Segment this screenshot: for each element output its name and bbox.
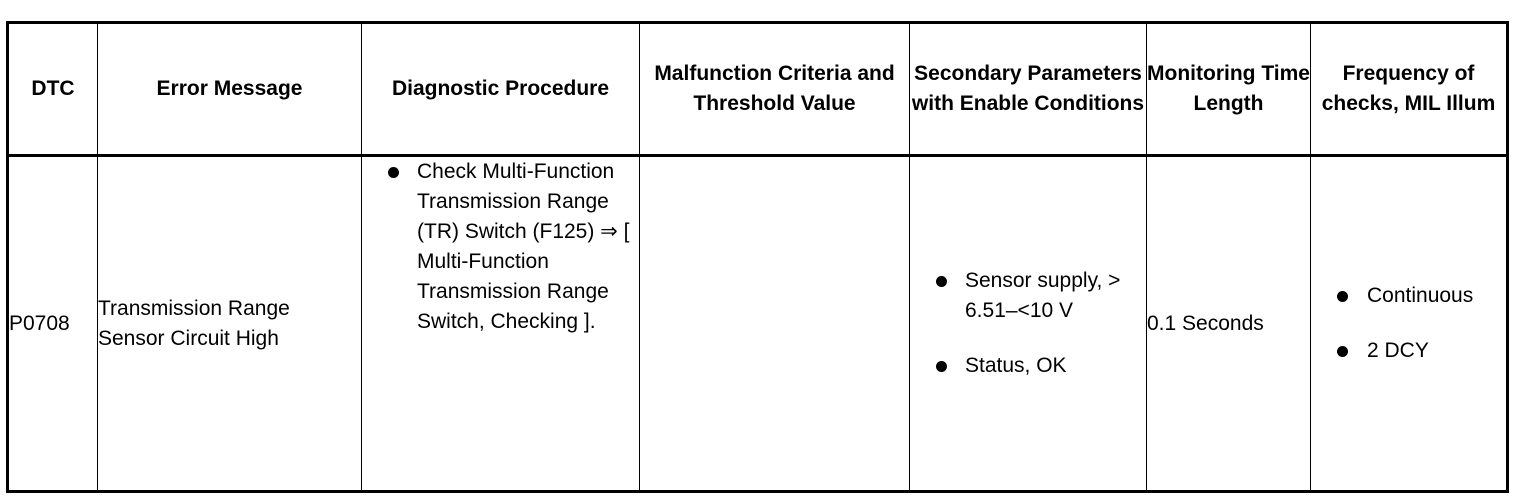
table-row [8,156,1508,492]
frequency-item [1311,336,1506,366]
monitoring-time-cell: 0.1 Seconds [1147,156,1311,492]
table-body [8,156,1508,492]
parameter-item [910,351,1146,381]
bullet-icon [388,167,399,178]
header-dtc: DTC [8,23,98,156]
parameter-item [910,266,1146,326]
header-secondary-parameters: Secondary Parameters with Enable Conditions [910,23,1147,156]
frequency-cell [1311,156,1508,492]
frequency-text: 2 DCY [1367,339,1429,362]
dtc-table [6,21,1509,493]
malfunction-criteria-cell [640,156,910,492]
header-error-message: Error Message [98,23,362,156]
frequency-item [1311,281,1506,311]
bullet-icon [1337,291,1348,302]
header-row [8,23,1508,156]
secondary-parameters-list [910,266,1146,381]
header-diagnostic-procedure: Diagnostic Procedure [362,23,640,156]
parameter-text: Status, OK [965,354,1067,377]
bullet-icon [1337,346,1348,357]
parameter-text: Sensor supply, > 6.51–<10 V [965,269,1121,322]
bullet-icon [936,276,947,287]
header-monitoring-time: Monitoring Time Length [1147,23,1311,156]
error-message-cell: Transmission Range Sensor Circuit High [98,156,362,492]
dtc-code-cell: P0708 [8,156,98,492]
bullet-icon [936,361,947,372]
header-malfunction-criteria: Malfunction Criteria and Threshold Value [640,23,910,156]
procedure-list [362,157,639,337]
diagnostic-procedure-cell [362,156,640,492]
table-header [8,23,1508,156]
secondary-parameters-cell [910,156,1147,492]
header-frequency: Frequency of checks, MIL Illum [1311,23,1508,156]
procedure-item [362,157,639,337]
procedure-text: Check Multi-Function Transmission Range (TR) Switch (F125) ⇒ [ Multi-Function Transmission Range Switch, Checking ]. [417,160,630,333]
frequency-list [1311,281,1506,366]
frequency-text: Continuous [1367,284,1474,307]
